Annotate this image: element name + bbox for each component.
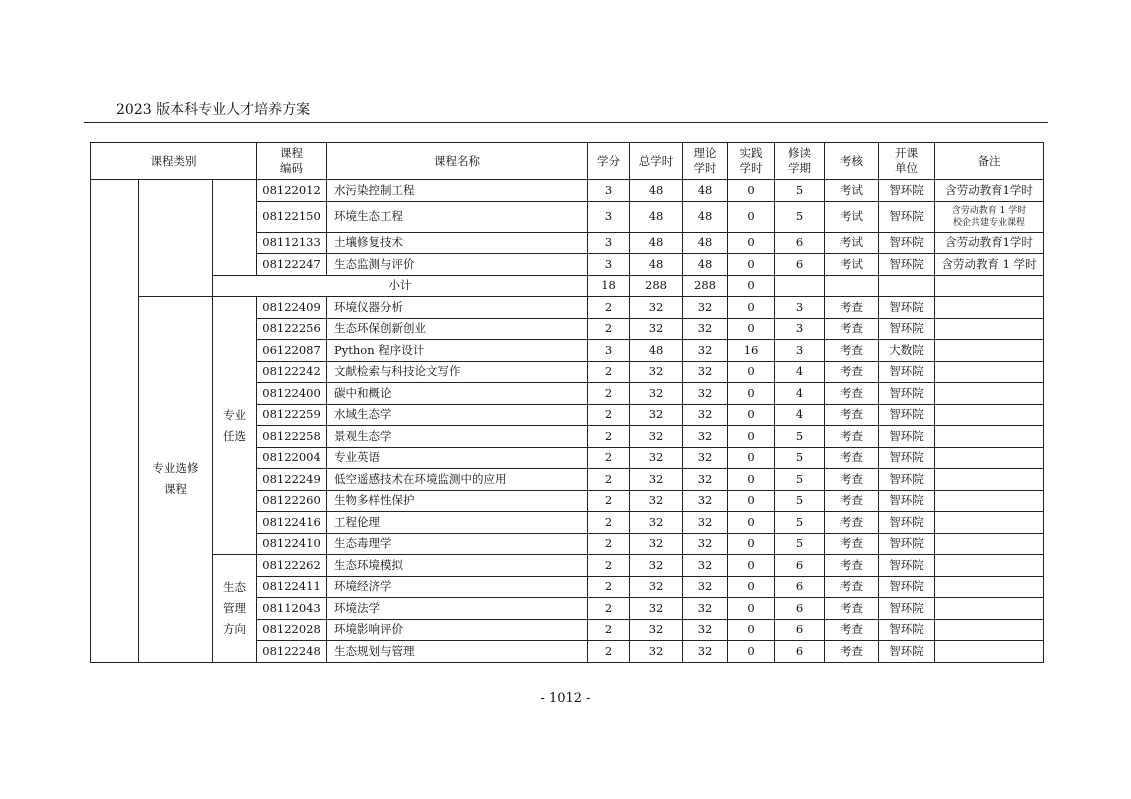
subtotal-row	[91, 275, 1044, 297]
course-credit: 2	[588, 404, 630, 426]
course-note	[935, 340, 1044, 362]
course-code: 08122258	[257, 426, 327, 448]
header-credit: 学分	[588, 143, 630, 180]
course-practice-hours: 0	[728, 318, 775, 340]
course-total-hours: 32	[630, 426, 683, 448]
course-theory-hours: 32	[683, 490, 728, 512]
course-total-hours: 32	[630, 598, 683, 620]
course-total-hours: 32	[630, 318, 683, 340]
course-practice-hours: 0	[728, 383, 775, 405]
course-credit: 2	[588, 512, 630, 534]
course-note: 含劳动教育 1 学时	[935, 254, 1044, 276]
subtotal-theory-hours: 288	[683, 275, 728, 297]
course-practice-hours: 0	[728, 512, 775, 534]
course-name: 环境生态工程	[327, 201, 588, 232]
course-practice-hours: 0	[728, 533, 775, 555]
course-theory-hours: 48	[683, 254, 728, 276]
course-note	[935, 533, 1044, 555]
course-code: 08122400	[257, 383, 327, 405]
course-code: 08122411	[257, 576, 327, 598]
course-practice-hours: 0	[728, 297, 775, 319]
course-total-hours: 32	[630, 555, 683, 577]
course-unit: 智环院	[879, 447, 935, 469]
course-name: 生态毒理学	[327, 533, 588, 555]
course-total-hours: 48	[630, 340, 683, 362]
course-semester: 5	[775, 512, 825, 534]
course-semester: 5	[775, 469, 825, 491]
group-eco-management: 生态 管理 方向	[213, 555, 257, 663]
course-note	[935, 426, 1044, 448]
course-name: 碳中和概论	[327, 383, 588, 405]
course-name: 生态规划与管理	[327, 641, 588, 663]
course-code: 08122012	[257, 180, 327, 202]
course-name: 景观生态学	[327, 426, 588, 448]
course-semester: 6	[775, 598, 825, 620]
course-note	[935, 447, 1044, 469]
course-note	[935, 404, 1044, 426]
course-theory-hours: 32	[683, 469, 728, 491]
course-name: 环境影响评价	[327, 619, 588, 641]
course-note	[935, 383, 1044, 405]
course-note	[935, 297, 1044, 319]
course-name: 专业英语	[327, 447, 588, 469]
header-code: 课程 编码	[257, 143, 327, 180]
course-total-hours: 48	[630, 232, 683, 254]
course-total-hours: 48	[630, 254, 683, 276]
course-name: 低空遥感技术在环境监测中的应用	[327, 469, 588, 491]
header-theory-hours: 理论 学时	[683, 143, 728, 180]
course-unit: 智环院	[879, 180, 935, 202]
course-assessment: 考查	[825, 447, 879, 469]
course-assessment: 考查	[825, 555, 879, 577]
course-credit: 2	[588, 447, 630, 469]
header-practice-hours: 实践 学时	[728, 143, 775, 180]
course-note: 含劳动教育1学时	[935, 180, 1044, 202]
course-assessment: 考查	[825, 469, 879, 491]
course-unit: 智环院	[879, 404, 935, 426]
course-unit: 大数院	[879, 340, 935, 362]
course-semester: 5	[775, 490, 825, 512]
course-total-hours: 32	[630, 619, 683, 641]
header-total-hours: 总学时	[630, 143, 683, 180]
course-credit: 3	[588, 232, 630, 254]
course-total-hours: 32	[630, 447, 683, 469]
course-assessment: 考查	[825, 340, 879, 362]
course-credit: 2	[588, 383, 630, 405]
course-credit: 2	[588, 598, 630, 620]
course-unit: 智环院	[879, 576, 935, 598]
course-theory-hours: 32	[683, 404, 728, 426]
course-credit: 2	[588, 426, 630, 448]
course-assessment: 考查	[825, 641, 879, 663]
category-outer-cell	[91, 180, 139, 663]
course-semester: 4	[775, 404, 825, 426]
course-theory-hours: 48	[683, 201, 728, 232]
course-unit: 智环院	[879, 318, 935, 340]
course-theory-hours: 32	[683, 512, 728, 534]
course-note	[935, 598, 1044, 620]
course-semester: 5	[775, 533, 825, 555]
course-code: 08122028	[257, 619, 327, 641]
course-assessment: 考试	[825, 254, 879, 276]
course-assessment: 考查	[825, 318, 879, 340]
course-credit: 2	[588, 318, 630, 340]
course-assessment: 考查	[825, 598, 879, 620]
course-theory-hours: 48	[683, 232, 728, 254]
course-code: 08122256	[257, 318, 327, 340]
header-semester: 修读 学期	[775, 143, 825, 180]
course-name: 环境经济学	[327, 576, 588, 598]
course-credit: 2	[588, 490, 630, 512]
course-assessment: 考查	[825, 576, 879, 598]
course-semester: 5	[775, 201, 825, 232]
course-semester: 4	[775, 383, 825, 405]
course-code: 08112043	[257, 598, 327, 620]
course-theory-hours: 32	[683, 619, 728, 641]
course-assessment: 考试	[825, 201, 879, 232]
course-credit: 2	[588, 619, 630, 641]
course-theory-hours: 32	[683, 533, 728, 555]
course-note	[935, 318, 1044, 340]
subtotal-credit: 18	[588, 275, 630, 297]
course-total-hours: 32	[630, 361, 683, 383]
course-semester: 6	[775, 641, 825, 663]
course-theory-hours: 32	[683, 340, 728, 362]
course-assessment: 考试	[825, 180, 879, 202]
course-total-hours: 32	[630, 533, 683, 555]
course-theory-hours: 32	[683, 426, 728, 448]
course-note	[935, 361, 1044, 383]
course-assessment: 考查	[825, 490, 879, 512]
course-credit: 2	[588, 533, 630, 555]
course-note	[935, 576, 1044, 598]
course-credit: 3	[588, 201, 630, 232]
course-assessment: 考查	[825, 619, 879, 641]
course-assessment: 考查	[825, 361, 879, 383]
course-semester: 4	[775, 361, 825, 383]
course-total-hours: 32	[630, 383, 683, 405]
course-name: 生态监测与评价	[327, 254, 588, 276]
course-practice-hours: 16	[728, 340, 775, 362]
course-semester: 5	[775, 426, 825, 448]
course-credit: 2	[588, 469, 630, 491]
page-number: - 1012 -	[540, 691, 591, 706]
course-theory-hours: 32	[683, 383, 728, 405]
course-assessment: 考查	[825, 533, 879, 555]
course-code: 08122150	[257, 201, 327, 232]
course-name: 生态环境模拟	[327, 555, 588, 577]
header-unit: 开课 单位	[879, 143, 935, 180]
course-name: 环境仪器分析	[327, 297, 588, 319]
course-theory-hours: 32	[683, 297, 728, 319]
course-credit: 3	[588, 180, 630, 202]
course-theory-hours: 32	[683, 576, 728, 598]
course-credit: 3	[588, 254, 630, 276]
course-theory-hours: 48	[683, 180, 728, 202]
course-unit: 智环院	[879, 598, 935, 620]
header-note: 备注	[935, 143, 1044, 180]
course-code: 08122410	[257, 533, 327, 555]
course-unit: 智环院	[879, 254, 935, 276]
course-practice-hours: 0	[728, 232, 775, 254]
course-theory-hours: 32	[683, 361, 728, 383]
course-name: 水域生态学	[327, 404, 588, 426]
course-total-hours: 32	[630, 404, 683, 426]
subtotal-semester	[775, 275, 825, 297]
group-optional: 专业 任选	[213, 297, 257, 555]
course-unit: 智环院	[879, 361, 935, 383]
course-unit: 智环院	[879, 555, 935, 577]
course-note	[935, 469, 1044, 491]
course-unit: 智环院	[879, 619, 935, 641]
header-name: 课程名称	[327, 143, 588, 180]
subtotal-practice-hours: 0	[728, 275, 775, 297]
course-unit: 智环院	[879, 512, 935, 534]
course-theory-hours: 32	[683, 447, 728, 469]
course-unit: 智环院	[879, 297, 935, 319]
course-credit: 2	[588, 361, 630, 383]
course-code: 08122259	[257, 404, 327, 426]
subtotal-note	[935, 275, 1044, 297]
course-total-hours: 32	[630, 297, 683, 319]
table-row	[91, 555, 1044, 577]
course-assessment: 考查	[825, 426, 879, 448]
course-semester: 6	[775, 619, 825, 641]
header-divider	[84, 122, 1048, 123]
course-practice-hours: 0	[728, 555, 775, 577]
course-assessment: 考查	[825, 383, 879, 405]
course-unit: 智环院	[879, 201, 935, 232]
course-assessment: 考试	[825, 232, 879, 254]
course-unit: 智环院	[879, 383, 935, 405]
course-practice-hours: 0	[728, 254, 775, 276]
course-name: 环境法学	[327, 598, 588, 620]
course-semester: 6	[775, 254, 825, 276]
course-note	[935, 641, 1044, 663]
course-note: 含劳动教育1学时	[935, 232, 1044, 254]
course-code: 08122249	[257, 469, 327, 491]
course-name: 工程伦理	[327, 512, 588, 534]
course-note	[935, 555, 1044, 577]
course-total-hours: 32	[630, 490, 683, 512]
course-code: 06122087	[257, 340, 327, 362]
course-theory-hours: 32	[683, 318, 728, 340]
course-practice-hours: 0	[728, 201, 775, 232]
course-code: 08122416	[257, 512, 327, 534]
table-row	[91, 180, 1044, 202]
course-name: 生物多样性保护	[327, 490, 588, 512]
page-header-title: 2023 版本科专业人才培养方案	[116, 102, 311, 118]
subtotal-assessment	[825, 275, 879, 297]
course-practice-hours: 0	[728, 598, 775, 620]
course-practice-hours: 0	[728, 426, 775, 448]
course-unit: 智环院	[879, 533, 935, 555]
course-theory-hours: 32	[683, 555, 728, 577]
course-unit: 智环院	[879, 641, 935, 663]
course-semester: 5	[775, 447, 825, 469]
course-semester: 5	[775, 180, 825, 202]
course-code: 08112133	[257, 232, 327, 254]
course-unit: 智环院	[879, 490, 935, 512]
course-unit: 智环院	[879, 426, 935, 448]
course-name: 水污染控制工程	[327, 180, 588, 202]
course-name: 生态环保创新创业	[327, 318, 588, 340]
course-credit: 2	[588, 555, 630, 577]
course-practice-hours: 0	[728, 619, 775, 641]
course-assessment: 考查	[825, 297, 879, 319]
course-semester: 6	[775, 555, 825, 577]
course-practice-hours: 0	[728, 361, 775, 383]
course-name: Python 程序设计	[327, 340, 588, 362]
course-credit: 2	[588, 576, 630, 598]
course-semester: 6	[775, 576, 825, 598]
category-core-sub-cell	[213, 180, 257, 276]
group-major-elective: 专业选修 课程	[139, 297, 213, 663]
course-practice-hours: 0	[728, 576, 775, 598]
course-practice-hours: 0	[728, 404, 775, 426]
subtotal-unit	[879, 275, 935, 297]
course-credit: 3	[588, 340, 630, 362]
curriculum-table	[90, 142, 1044, 663]
course-note	[935, 619, 1044, 641]
course-name: 土壤修复技术	[327, 232, 588, 254]
course-total-hours: 32	[630, 576, 683, 598]
table-row	[91, 297, 1044, 319]
course-code: 08122262	[257, 555, 327, 577]
course-note	[935, 490, 1044, 512]
course-code: 08122247	[257, 254, 327, 276]
course-note	[935, 512, 1044, 534]
course-practice-hours: 0	[728, 641, 775, 663]
course-code: 08122242	[257, 361, 327, 383]
table-header-row	[91, 143, 1044, 180]
course-assessment: 考查	[825, 512, 879, 534]
subtotal-label: 小计	[213, 275, 588, 297]
course-code: 08122004	[257, 447, 327, 469]
course-practice-hours: 0	[728, 469, 775, 491]
course-semester: 3	[775, 297, 825, 319]
course-total-hours: 32	[630, 469, 683, 491]
course-theory-hours: 32	[683, 598, 728, 620]
course-name: 文献检索与科技论文写作	[327, 361, 588, 383]
course-total-hours: 48	[630, 180, 683, 202]
course-credit: 2	[588, 641, 630, 663]
course-practice-hours: 0	[728, 447, 775, 469]
course-assessment: 考查	[825, 404, 879, 426]
course-code: 08122409	[257, 297, 327, 319]
course-total-hours: 32	[630, 641, 683, 663]
course-practice-hours: 0	[728, 180, 775, 202]
course-unit: 智环院	[879, 232, 935, 254]
header-category: 课程类别	[91, 143, 257, 180]
header-assessment: 考核	[825, 143, 879, 180]
course-note: 含劳动教育 1 学时 校企共建专业课程	[935, 201, 1044, 232]
course-unit: 智环院	[879, 469, 935, 491]
course-practice-hours: 0	[728, 490, 775, 512]
course-semester: 3	[775, 318, 825, 340]
course-theory-hours: 32	[683, 641, 728, 663]
course-code: 08122260	[257, 490, 327, 512]
course-code: 08122248	[257, 641, 327, 663]
course-total-hours: 48	[630, 201, 683, 232]
course-total-hours: 32	[630, 512, 683, 534]
course-semester: 3	[775, 340, 825, 362]
course-semester: 6	[775, 232, 825, 254]
course-credit: 2	[588, 297, 630, 319]
subtotal-total-hours: 288	[630, 275, 683, 297]
category-core-cell	[139, 180, 213, 297]
